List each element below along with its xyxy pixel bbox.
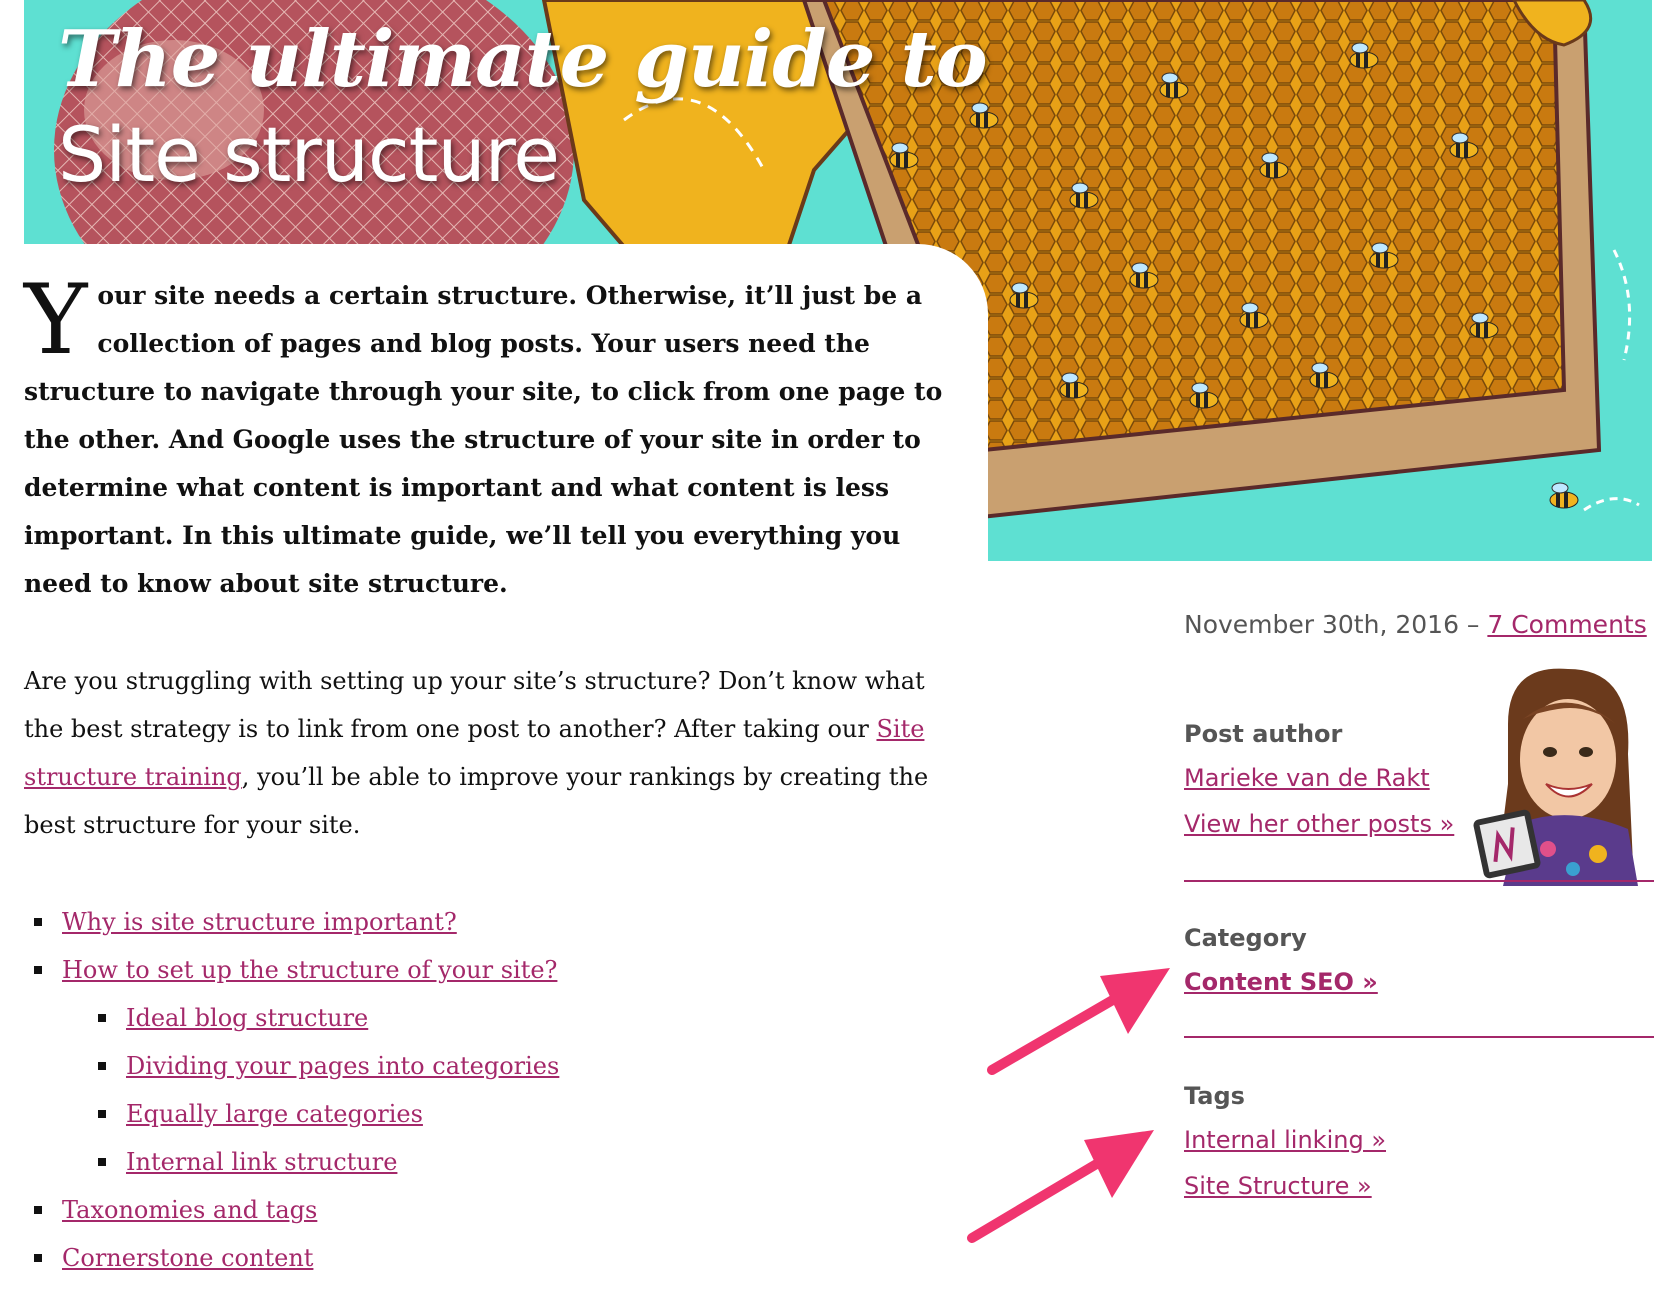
post-author-heading: Post author — [1184, 720, 1343, 748]
toc-link-ideal-blog[interactable]: Ideal blog structure — [126, 1004, 369, 1032]
category-heading: Category — [1184, 924, 1307, 952]
drop-cap: Y — [24, 264, 88, 376]
page-title-line2: Site structure — [58, 110, 559, 199]
sidebar-divider — [1184, 880, 1654, 882]
toc-subitem — [24, 1138, 559, 1186]
tag-link-site-structure[interactable]: Site Structure » — [1184, 1172, 1372, 1200]
toc-subitem — [24, 1090, 559, 1138]
author-name-link[interactable]: Marieke van de Rakt — [1184, 764, 1430, 792]
intro-text: our site needs a certain structure. Otherwise, it’ll just be a collection of pages and blog posts. Your users need the structure to navigate through your site, to click from one page to the other. And Google uses the structure of your site in order to determine what content is important and what content is less important. In this ultimate guide, we’ll tell you everything you need to know about site structure. — [24, 281, 943, 598]
site-structure-training-link[interactable]: Site structure training — [24, 715, 925, 791]
article-paragraph — [24, 657, 944, 849]
category-link[interactable]: Content SEO » — [1184, 968, 1378, 996]
paragraph-text-after: , you’ll be able to improve your rankings by creating the best structure for your site. — [24, 763, 929, 839]
toc-subitem — [24, 994, 559, 1042]
page-title-line1: The ultimate guide to — [58, 14, 987, 105]
tag-link-internal-linking[interactable]: Internal linking » — [1184, 1126, 1386, 1154]
table-of-contents — [24, 898, 559, 1282]
article-intro — [24, 264, 944, 608]
toc-link-equally-large[interactable]: Equally large categories — [126, 1100, 423, 1128]
toc-link-how-to-set-up[interactable]: How to set up the structure of your site? — [62, 956, 558, 984]
toc-item — [24, 946, 559, 994]
post-dateline — [1184, 610, 1647, 639]
arrow-icon — [962, 1120, 1162, 1250]
sidebar-divider — [1184, 1036, 1654, 1038]
author-posts-link[interactable]: View her other posts » — [1184, 810, 1455, 838]
author-avatar — [1468, 664, 1658, 886]
paragraph-text-before: Are you struggling with setting up your site’s structure? Don’t know what the best strategy is to link from one post to another? After taking our — [24, 667, 925, 743]
toc-item — [24, 898, 559, 946]
toc-link-dividing-pages[interactable]: Dividing your pages into categories — [126, 1052, 560, 1080]
toc-subitem — [24, 1042, 559, 1090]
toc-item — [24, 1186, 559, 1234]
toc-item — [24, 1234, 559, 1282]
toc-link-internal-link-structure[interactable]: Internal link structure — [126, 1148, 398, 1176]
comments-link[interactable]: 7 Comments — [1487, 610, 1647, 639]
toc-link-cornerstone[interactable]: Cornerstone content — [62, 1244, 314, 1272]
page-title — [58, 10, 987, 200]
toc-link-taxonomies[interactable]: Taxonomies and tags — [62, 1196, 318, 1224]
tags-heading: Tags — [1184, 1082, 1245, 1110]
post-date: November 30th, 2016 – — [1184, 610, 1488, 639]
toc-link-why-important[interactable]: Why is site structure important? — [62, 908, 457, 936]
arrow-icon — [980, 960, 1180, 1080]
